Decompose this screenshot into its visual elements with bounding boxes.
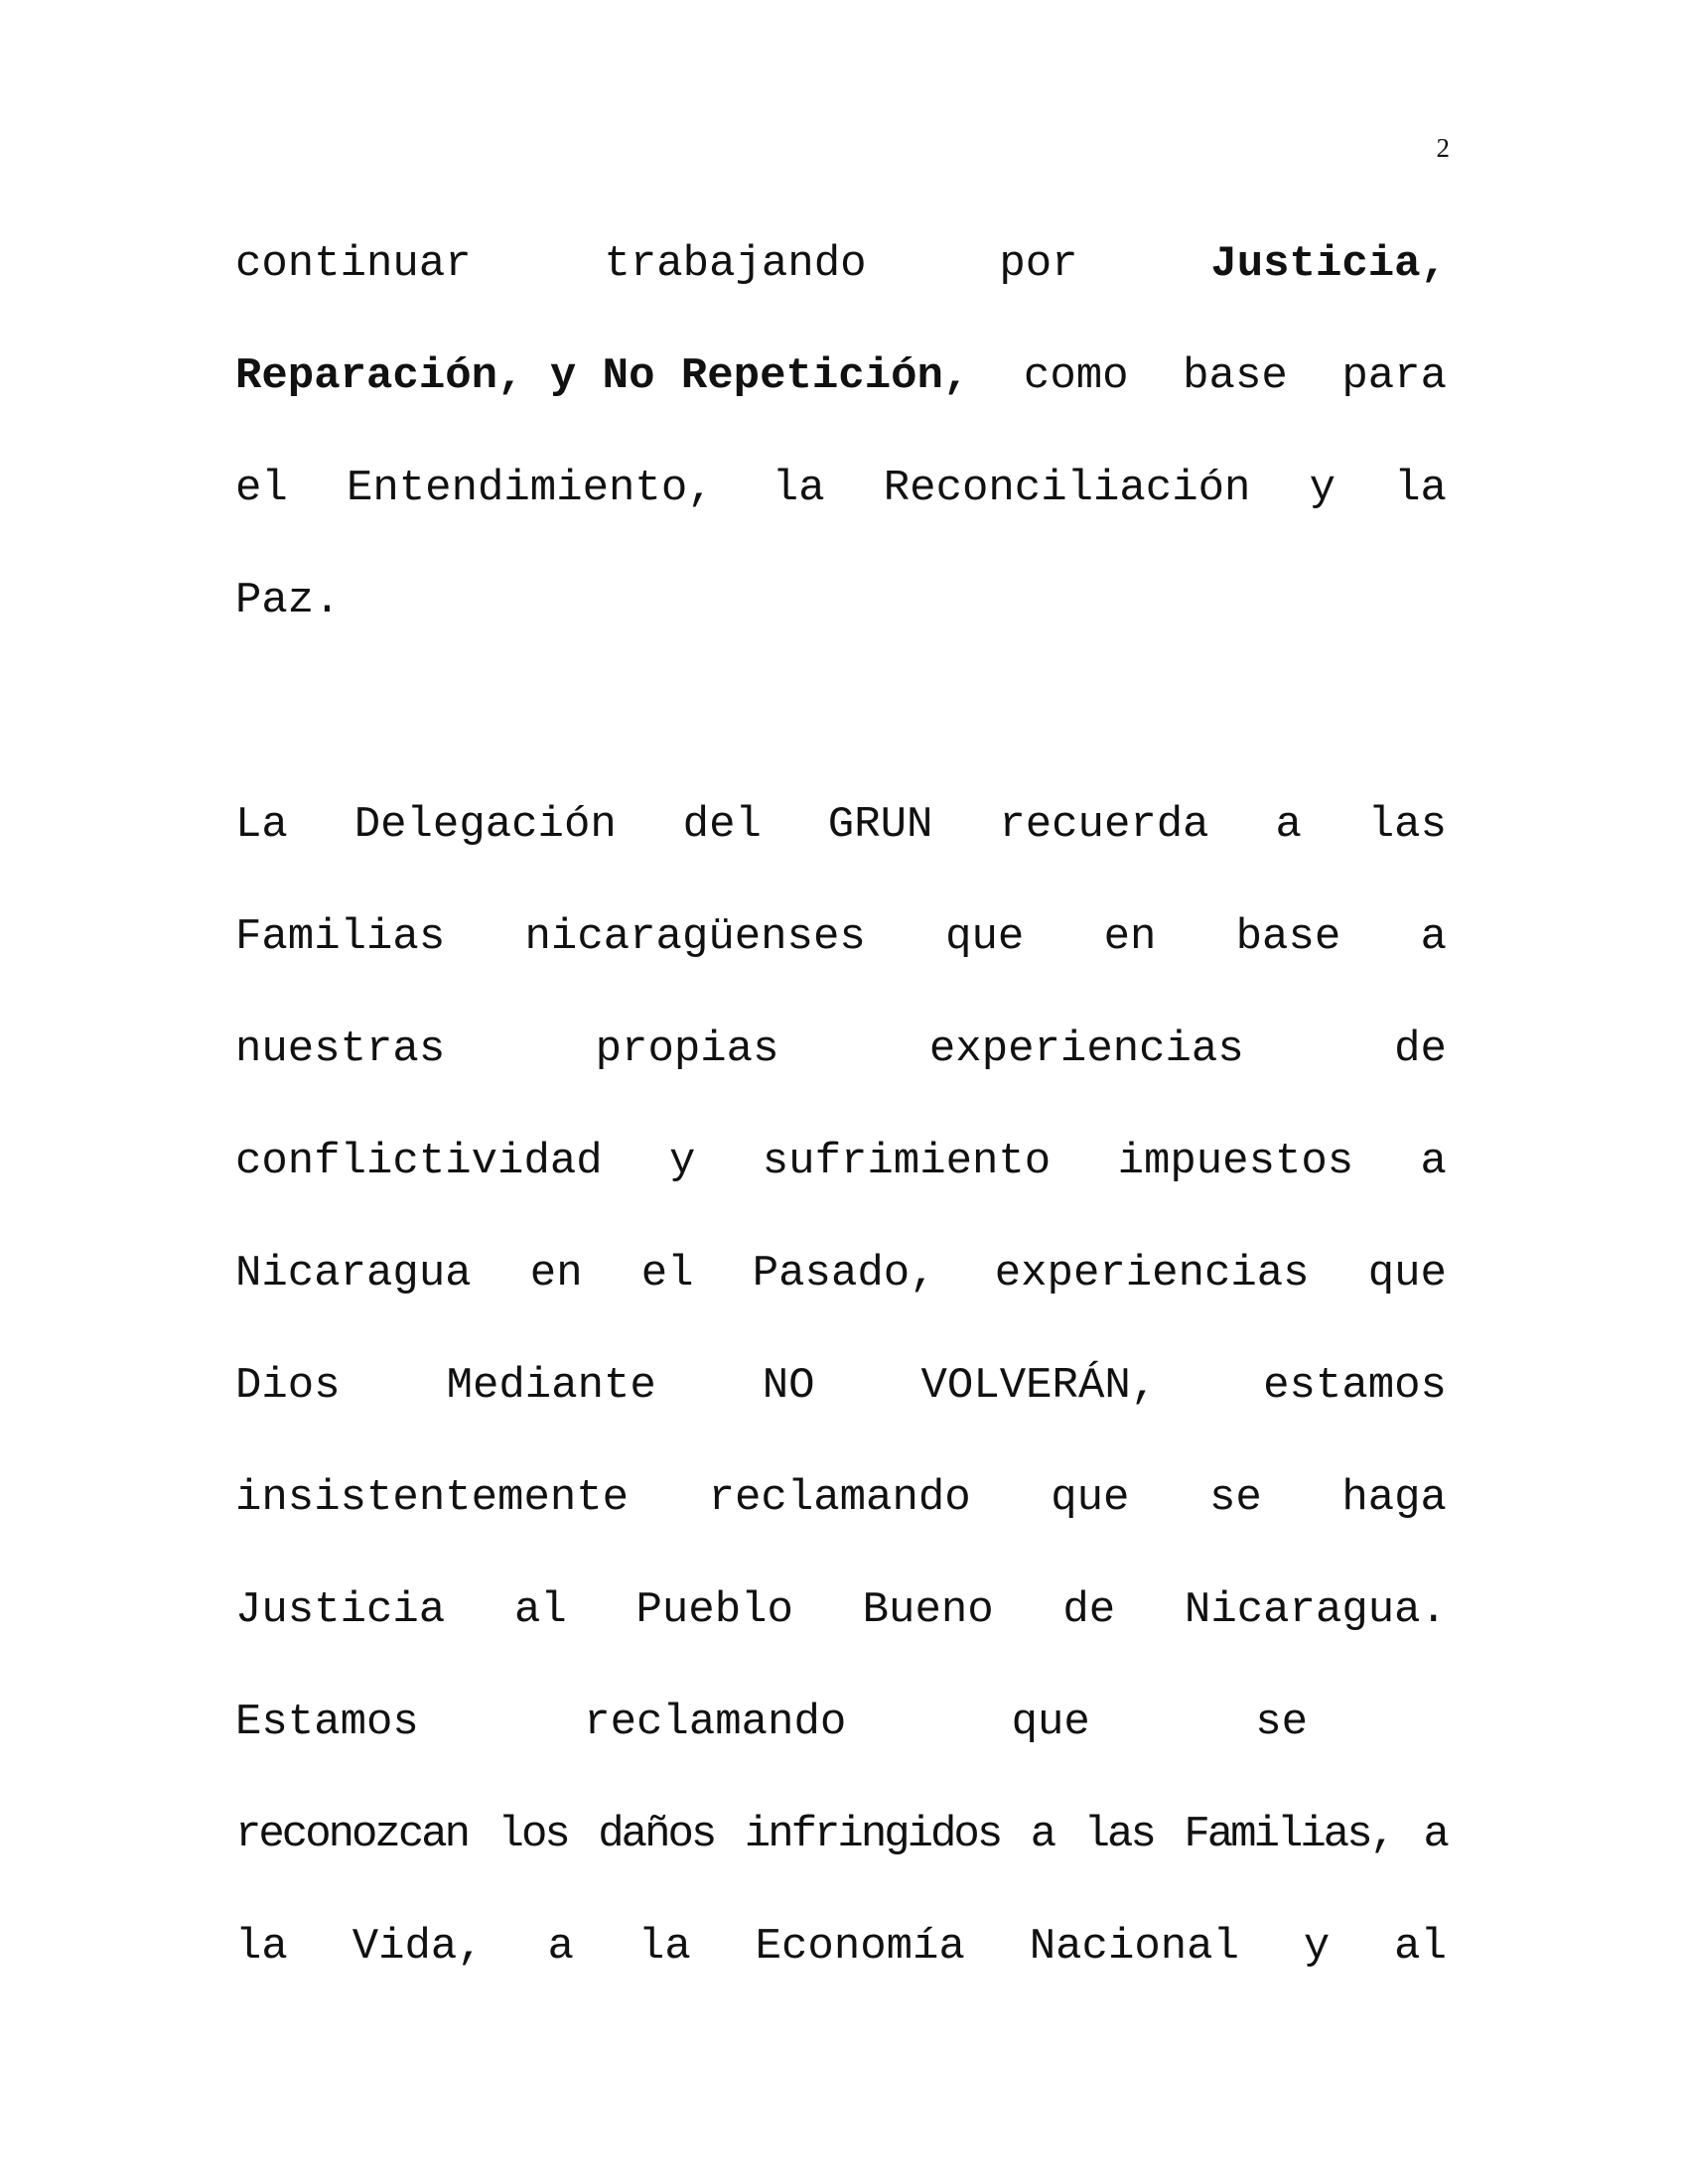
paragraph-grun-delegation (235, 769, 1447, 2003)
text-line (235, 433, 1447, 545)
word-bold: Reparación, y No Repetición, (235, 351, 970, 401)
word: los (497, 1810, 568, 1859)
text-line (235, 1555, 1447, 1667)
word: experiencias (994, 1249, 1310, 1298)
text-line (235, 1330, 1447, 1442)
word: Familias (235, 912, 446, 962)
word: y (1309, 464, 1336, 513)
word: se (1255, 1698, 1308, 1747)
text-line (235, 1667, 1308, 1779)
word: para (1341, 351, 1447, 401)
word: la (772, 464, 825, 513)
word: Delegación (353, 800, 617, 850)
word: recuerda (999, 800, 1209, 850)
word: las (1083, 1810, 1154, 1859)
word: nicaragüenses (524, 912, 866, 962)
word: haga (1341, 1473, 1447, 1523)
text-line (235, 1218, 1447, 1330)
text-line (235, 1106, 1447, 1218)
word: la (235, 1922, 288, 1972)
word: estamos (1263, 1361, 1447, 1411)
word: insistentemente (235, 1473, 630, 1523)
word: Economía (755, 1922, 965, 1972)
word: VOLVERÁN, (920, 1361, 1158, 1411)
word: Nicaragua. (1184, 1585, 1447, 1635)
word: infringidos (744, 1810, 1001, 1859)
text-line (235, 882, 1447, 994)
word: Estamos (235, 1698, 419, 1747)
word: al (1394, 1922, 1447, 1972)
word: la (637, 1922, 691, 1972)
word: base (1235, 912, 1341, 962)
word: que (945, 912, 1025, 962)
word: que (1051, 1473, 1130, 1523)
word: Justicia (235, 1585, 446, 1635)
word: sufrimiento (762, 1137, 1052, 1186)
word: y (1303, 1922, 1331, 1972)
text-line-last (235, 545, 1447, 657)
word: reclamando (708, 1473, 971, 1523)
text-line (235, 1442, 1447, 1555)
word: nuestras (235, 1024, 446, 1074)
word: a (1420, 1137, 1447, 1186)
word: en (1103, 912, 1157, 962)
word: Bueno (862, 1585, 994, 1635)
word: que (1011, 1698, 1090, 1747)
word: continuar (235, 239, 472, 289)
word: Vida, (352, 1922, 484, 1972)
text-line (235, 1891, 1447, 2003)
word-bold: Justicia, (1210, 239, 1447, 289)
word: base (1183, 351, 1288, 401)
word: La (235, 800, 288, 850)
word: reclamando (584, 1698, 847, 1747)
word: el (640, 1249, 694, 1298)
word: a (1420, 912, 1447, 962)
word: impuestos (1117, 1137, 1354, 1186)
word: del (682, 800, 762, 850)
word: Nicaragua (235, 1249, 472, 1298)
word: Dios (235, 1361, 341, 1411)
word: Reconciliación (883, 464, 1251, 513)
word: Mediante (446, 1361, 656, 1411)
text-line (235, 321, 1447, 433)
word: en (529, 1249, 583, 1298)
word: y (669, 1137, 696, 1186)
word: se (1208, 1473, 1262, 1523)
word: como (1023, 351, 1129, 401)
word: el (235, 464, 288, 513)
word: reconozcan (235, 1810, 469, 1859)
word: la (1394, 464, 1447, 513)
word: propias (595, 1024, 779, 1074)
word: Nacional (1029, 1922, 1239, 1972)
word: de (1394, 1024, 1447, 1074)
page-number: 2 (1436, 133, 1450, 163)
word: NO (762, 1361, 815, 1411)
paragraph-justice (235, 208, 1447, 657)
word: Familias, (1184, 1810, 1394, 1859)
word: a (547, 1922, 575, 1972)
text-line (235, 208, 1447, 321)
word: al (513, 1585, 567, 1635)
word: las (1367, 800, 1447, 850)
word: Pasado, (752, 1249, 936, 1298)
word: daños (598, 1810, 715, 1859)
word: GRUN (827, 800, 933, 850)
word: experiencias (928, 1024, 1244, 1074)
word: que (1367, 1249, 1447, 1298)
word: Entendimiento, (346, 464, 714, 513)
word: Paz. (235, 576, 341, 625)
text-line (235, 1779, 1447, 1891)
text-line (235, 994, 1447, 1106)
word: a (1275, 800, 1302, 850)
word: por (999, 239, 1078, 289)
word: a (1423, 1810, 1447, 1859)
word: de (1062, 1585, 1116, 1635)
word: trabajando (604, 239, 867, 289)
text-line (235, 769, 1447, 882)
word: a (1030, 1810, 1055, 1859)
word: Pueblo (635, 1585, 793, 1635)
word: conflictividad (235, 1137, 603, 1186)
